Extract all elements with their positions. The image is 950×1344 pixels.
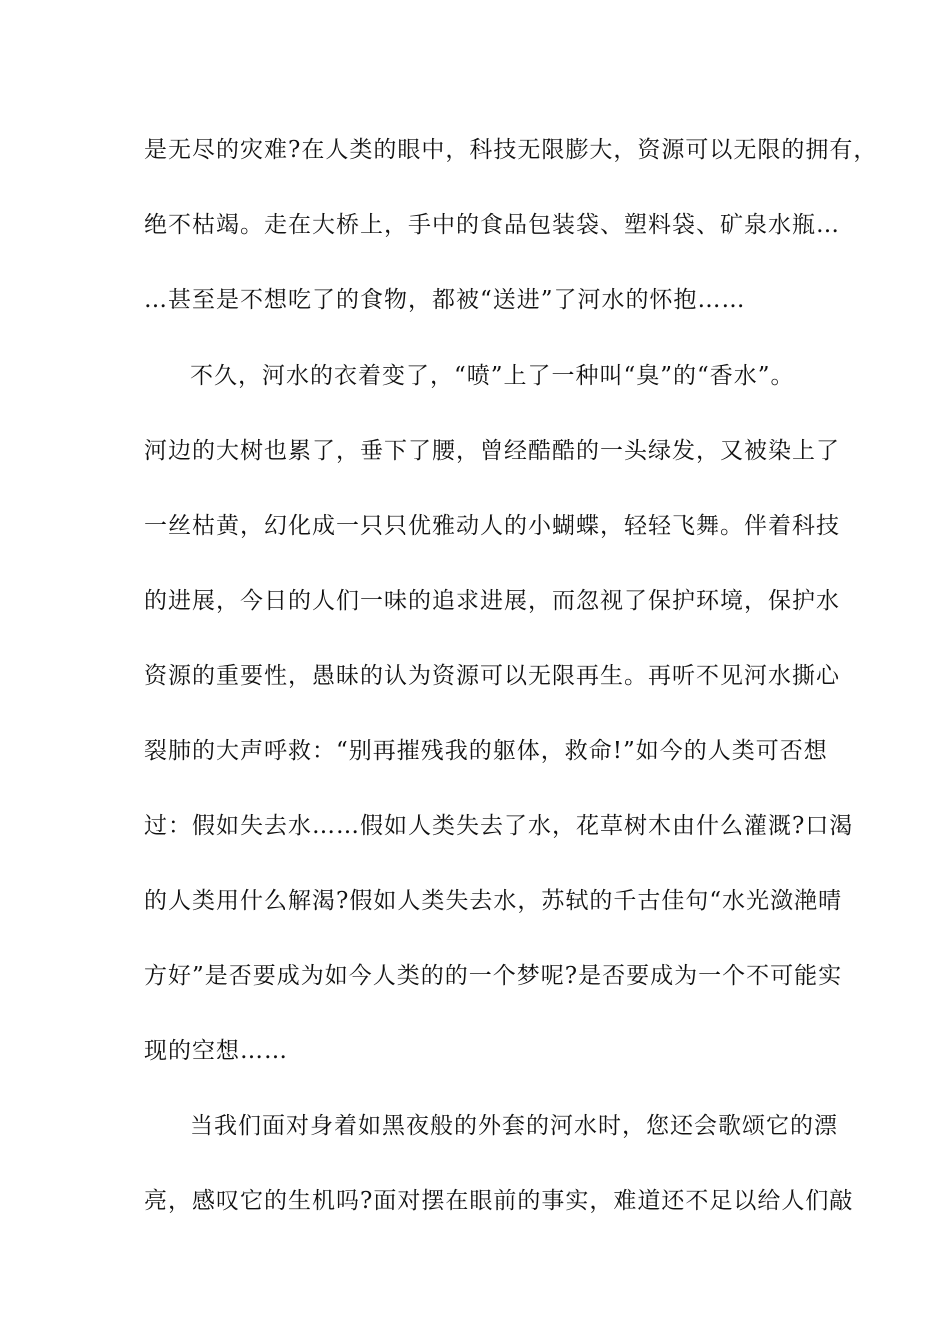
text-line: 是无尽的灾难?在人类的眼中，科技无限膨大，资源可以无限的拥有， [144, 137, 878, 163]
text-line: 亮，感叹它的生机吗?面对摆在眼前的事实，难道还不足以给人们敲 [144, 1188, 854, 1214]
text-line: 资源的重要性，愚昧的认为资源可以无限再生。再听不见河水撕心 [144, 663, 840, 689]
text-line: 一丝枯黄，幻化成一只只优雅动人的小蝴蝶，轻轻飞舞。伴着科技 [144, 513, 840, 539]
paragraph-first-line: 当我们面对身着如黑夜般的外套的河水时，您还会歌颂它的漂 [190, 1113, 838, 1139]
text-line: 河边的大树也累了，垂下了腰，曾经酷酷的一头绿发，又被染上了 [144, 438, 840, 464]
text-line: 的进展，今日的人们一味的追求进展，而忽视了保护环境，保护水 [144, 588, 840, 614]
text-line: 的人类用什么解渴?假如人类失去水，苏轼的千古佳句“水光潋滟晴 [144, 888, 843, 914]
text-line: 过：假如失去水……假如人类失去了水，花草树木由什么灌溉?口渴 [144, 813, 854, 839]
paragraph-first-line: 不久，河水的衣着变了，“喷”上了一种叫“臭”的“香水”。 [190, 363, 795, 389]
text-line: 绝不枯竭。走在大桥上，手中的食品包装袋、塑料袋、矿泉水瓶… [144, 212, 840, 238]
text-line: 现的空想…… [144, 1038, 288, 1064]
text-line: 方好”是否要成为如今人类的的一个梦呢?是否要成为一个不可能实 [144, 963, 843, 989]
text-line: 裂肺的大声呼救：“别再摧残我的躯体，救命!”如今的人类可否想 [144, 738, 828, 764]
text-line: …甚至是不想吃了的食物，都被“送进”了河水的怀抱…… [144, 287, 746, 313]
